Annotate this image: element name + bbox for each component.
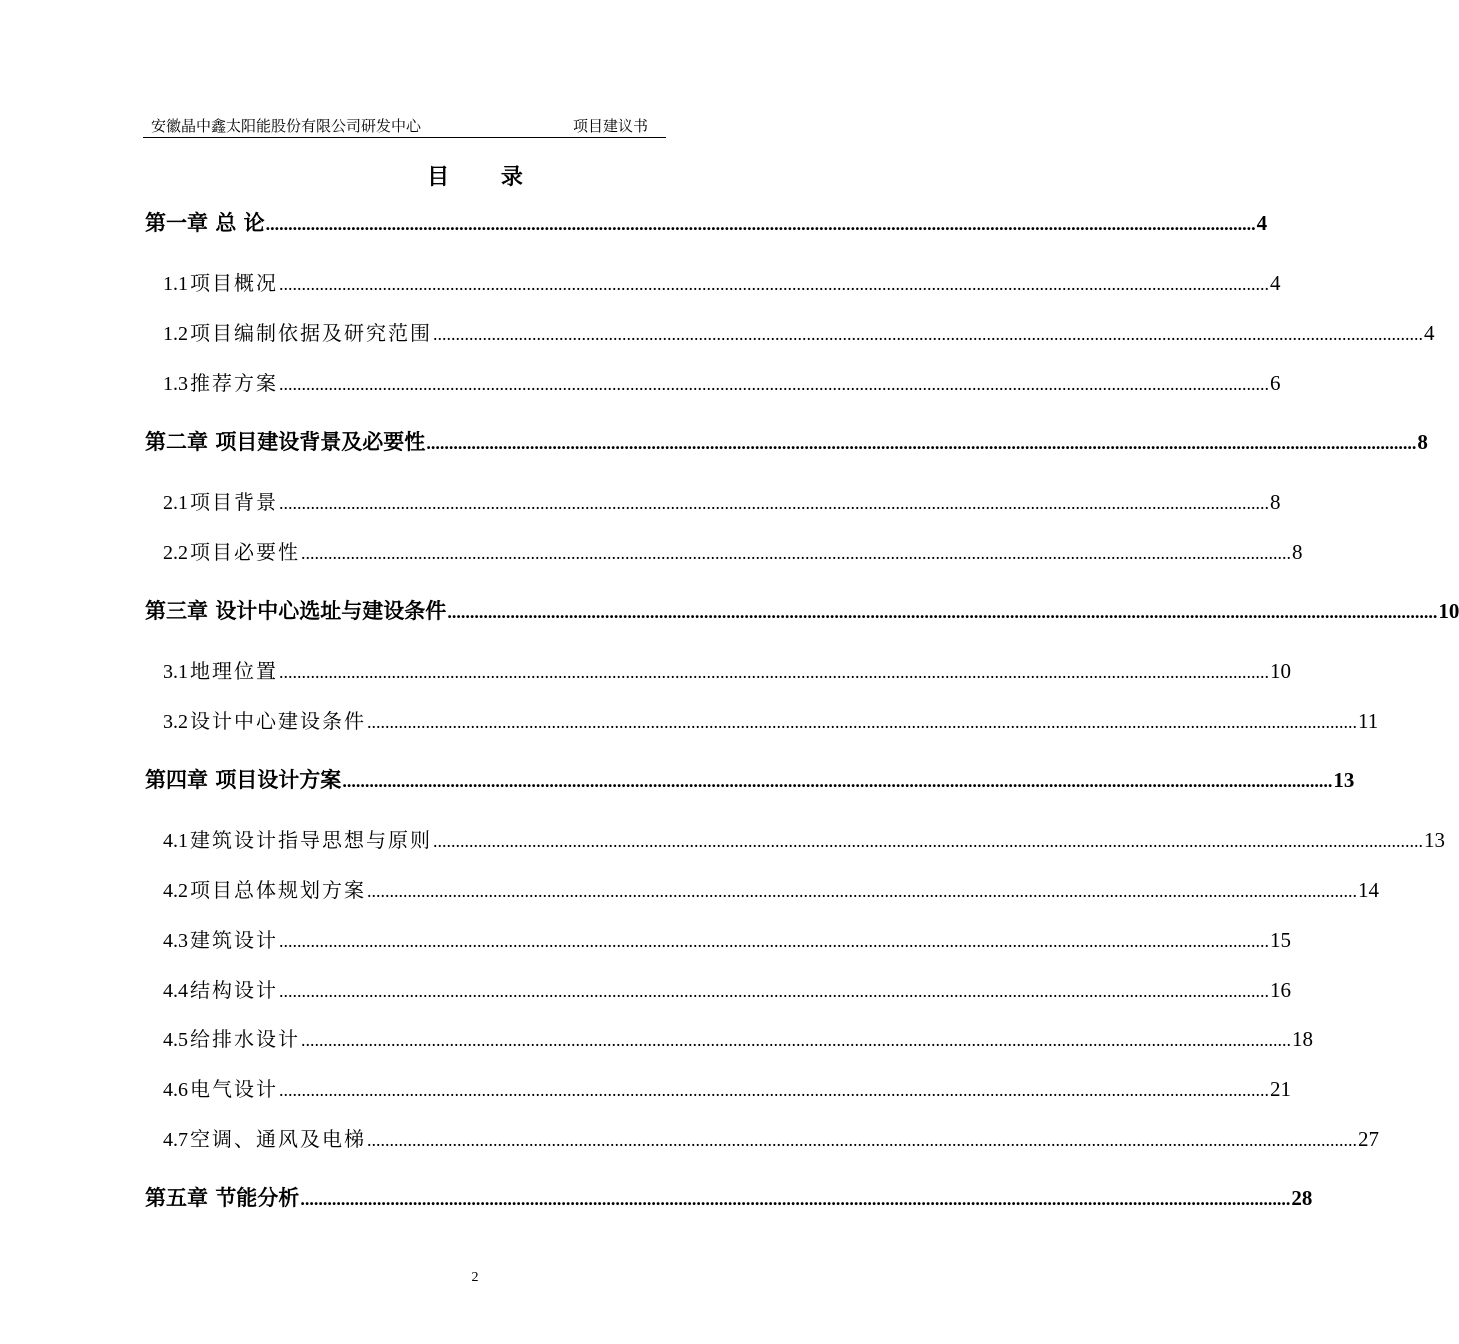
toc-entry-page-number: 18	[1292, 1027, 1313, 1051]
toc-leader-dots: ............................................................................................................................................................................................................................	[300, 1189, 1291, 1209]
toc-entry-title: 项目建设背景及必要性	[215, 430, 426, 454]
toc-section-entry[interactable]	[163, 705, 1379, 734]
toc-entry-title: 设计中心选址与建设条件	[215, 599, 447, 623]
toc-entry-page-number: 8	[1270, 490, 1281, 514]
toc-entry-label	[145, 595, 446, 625]
toc-section-entry[interactable]	[163, 536, 1303, 565]
toc-leader-dots: ............................................................................................................................................................................................................................	[426, 433, 1417, 453]
toc-entry-number: 4.6	[163, 1079, 188, 1101]
toc-entry-label	[163, 367, 278, 396]
toc-entry-page-number: 14	[1358, 878, 1379, 902]
toc-chapter-entry[interactable]	[145, 595, 1459, 625]
toc-entry-page-number: 10	[1270, 659, 1291, 683]
toc-entry-title: 项目背景	[190, 490, 278, 514]
toc-leader-dots: ............................................................................................................................................................................................................................	[279, 662, 1269, 682]
toc-entry-title: 地理位置	[190, 659, 278, 683]
toc-section-entry[interactable]	[163, 874, 1379, 903]
toc-entry-title: 设计中心建设条件	[190, 709, 366, 733]
toc-entry-title: 给排水设计	[190, 1027, 300, 1051]
toc-leader-dots: ............................................................................................................................................................................................................................	[301, 543, 1291, 563]
toc-entry-title: 项目必要性	[190, 540, 300, 564]
toc-entry-number: 1.2	[163, 323, 188, 345]
toc-entry-title: 项目概况	[190, 271, 278, 295]
toc-entry-page-number: 13	[1424, 828, 1445, 852]
toc-section-entry[interactable]	[163, 974, 1291, 1003]
toc-entry-label	[163, 924, 278, 953]
toc-section-entry[interactable]	[163, 317, 1435, 346]
toc-entry-number: 2.1	[163, 492, 188, 514]
toc-section-entry[interactable]	[163, 367, 1281, 396]
toc-entry-number: 第五章	[145, 1186, 208, 1210]
toc-entry-label	[163, 1073, 278, 1102]
toc-leader-dots: ............................................................................................................................................................................................................................	[433, 324, 1423, 344]
toc-leader-dots: ............................................................................................................................................................................................................................	[342, 771, 1333, 791]
toc-entry-label	[163, 824, 432, 853]
page-number: 2	[471, 1270, 479, 1285]
header-doc-type: 项目建议书	[573, 117, 649, 135]
toc-leader-dots: ............................................................................................................................................................................................................................	[367, 881, 1357, 901]
toc-entry-label	[145, 207, 265, 237]
toc-section-entry[interactable]	[163, 1023, 1313, 1052]
toc-chapter-entry[interactable]	[145, 426, 1428, 456]
toc-section-entry[interactable]	[163, 1073, 1291, 1102]
toc-entry-page-number: 4	[1256, 211, 1268, 235]
toc-entry-title: 空调、通风及电梯	[190, 1127, 366, 1151]
toc-entry-page-number: 13	[1333, 768, 1355, 792]
toc-leader-dots: ............................................................................................................................................................................................................................	[279, 981, 1269, 1001]
toc-leader-dots: ............................................................................................................................................................................................................................	[433, 831, 1423, 851]
toc-entry-page-number: 8	[1292, 540, 1303, 564]
toc-entry-page-number: 16	[1270, 978, 1291, 1002]
toc-entry-label	[163, 974, 278, 1003]
toc-entry-label	[163, 1123, 366, 1152]
toc-entry-label	[163, 486, 278, 515]
toc-entry-page-number: 21	[1270, 1077, 1291, 1101]
toc-entry-page-number: 10	[1438, 599, 1459, 623]
toc-entry-number: 4.2	[163, 880, 188, 902]
toc-chapter-entry[interactable]	[145, 207, 1268, 237]
toc-entry-title: 推荐方案	[190, 371, 278, 395]
toc-entry-title: 项目编制依据及研究范围	[190, 321, 432, 345]
toc-entry-page-number: 4	[1424, 321, 1435, 345]
toc-entry-page-number: 27	[1358, 1127, 1379, 1151]
toc-section-entry[interactable]	[163, 1123, 1379, 1152]
toc-entry-number: 3.2	[163, 711, 188, 733]
toc-entry-label	[163, 267, 278, 296]
toc-entry-title: 总 论	[215, 211, 265, 235]
toc-entry-title: 电气设计	[190, 1077, 278, 1101]
toc-entry-page-number: 15	[1270, 928, 1291, 952]
toc-leader-dots: ............................................................................................................................................................................................................................	[265, 214, 1256, 234]
toc-entry-number: 4.5	[163, 1029, 188, 1051]
toc-entry-label	[163, 874, 366, 903]
toc-leader-dots: ............................................................................................................................................................................................................................	[279, 1080, 1269, 1100]
toc-title: 目 录	[427, 165, 545, 190]
toc-entry-label	[163, 655, 278, 684]
toc-entry-page-number: 6	[1270, 371, 1281, 395]
toc-leader-dots: ............................................................................................................................................................................................................................	[301, 1030, 1291, 1050]
toc-leader-dots: ............................................................................................................................................................................................................................	[367, 712, 1357, 732]
toc-entry-number: 第三章	[145, 599, 208, 623]
header-company: 安徽晶中鑫太阳能股份有限公司研发中心	[151, 117, 422, 135]
toc-entry-label	[163, 317, 432, 346]
toc-entry-page-number: 28	[1291, 1186, 1313, 1210]
toc-section-entry[interactable]	[163, 267, 1281, 296]
toc-entry-number: 第一章	[145, 211, 208, 235]
toc-section-entry[interactable]	[163, 655, 1291, 684]
toc-entry-number: 1.3	[163, 373, 188, 395]
toc-entry-number: 1.1	[163, 273, 188, 295]
toc-entry-label	[145, 426, 425, 456]
toc-entry-label	[145, 1182, 299, 1212]
toc-entry-label	[163, 705, 366, 734]
toc-section-entry[interactable]	[163, 824, 1445, 853]
toc-section-entry[interactable]	[163, 486, 1281, 515]
toc-entry-number: 3.1	[163, 661, 188, 683]
toc-leader-dots: ............................................................................................................................................................................................................................	[279, 374, 1269, 394]
toc-entry-title: 项目设计方案	[215, 768, 342, 792]
toc-entry-title: 项目总体规划方案	[190, 878, 366, 902]
toc-entry-title: 建筑设计指导思想与原则	[190, 828, 432, 852]
toc-entry-number: 第二章	[145, 430, 208, 454]
toc-entry-title: 结构设计	[190, 978, 278, 1002]
page-header	[143, 117, 666, 138]
toc-leader-dots: ............................................................................................................................................................................................................................	[279, 493, 1269, 513]
toc-section-entry[interactable]	[163, 924, 1291, 953]
toc-leader-dots: ............................................................................................................................................................................................................................	[367, 1130, 1357, 1150]
toc-entry-number: 4.4	[163, 980, 188, 1002]
toc-entry-label	[145, 764, 341, 794]
toc-entry-number: 2.2	[163, 542, 188, 564]
toc-entry-page-number: 8	[1417, 430, 1428, 454]
toc-leader-dots: ............................................................................................................................................................................................................................	[279, 274, 1269, 294]
toc-chapter-entry[interactable]	[145, 764, 1355, 794]
toc-entry-title: 节能分析	[215, 1186, 300, 1210]
toc-entry-label	[163, 1023, 300, 1052]
toc-entry-number: 4.1	[163, 830, 188, 852]
toc-leader-dots: ............................................................................................................................................................................................................................	[279, 931, 1269, 951]
toc-entry-page-number: 4	[1270, 271, 1281, 295]
toc-entry-number: 4.3	[163, 930, 188, 952]
toc-entry-label	[163, 536, 300, 565]
toc-leader-dots: ............................................................................................................................................................................................................................	[447, 602, 1438, 622]
toc-entry-number: 第四章	[145, 768, 208, 792]
toc-entry-title: 建筑设计	[190, 928, 278, 952]
toc-entry-number: 4.7	[163, 1129, 188, 1151]
toc-chapter-entry[interactable]	[145, 1182, 1313, 1212]
toc-entry-page-number: 11	[1358, 709, 1379, 733]
